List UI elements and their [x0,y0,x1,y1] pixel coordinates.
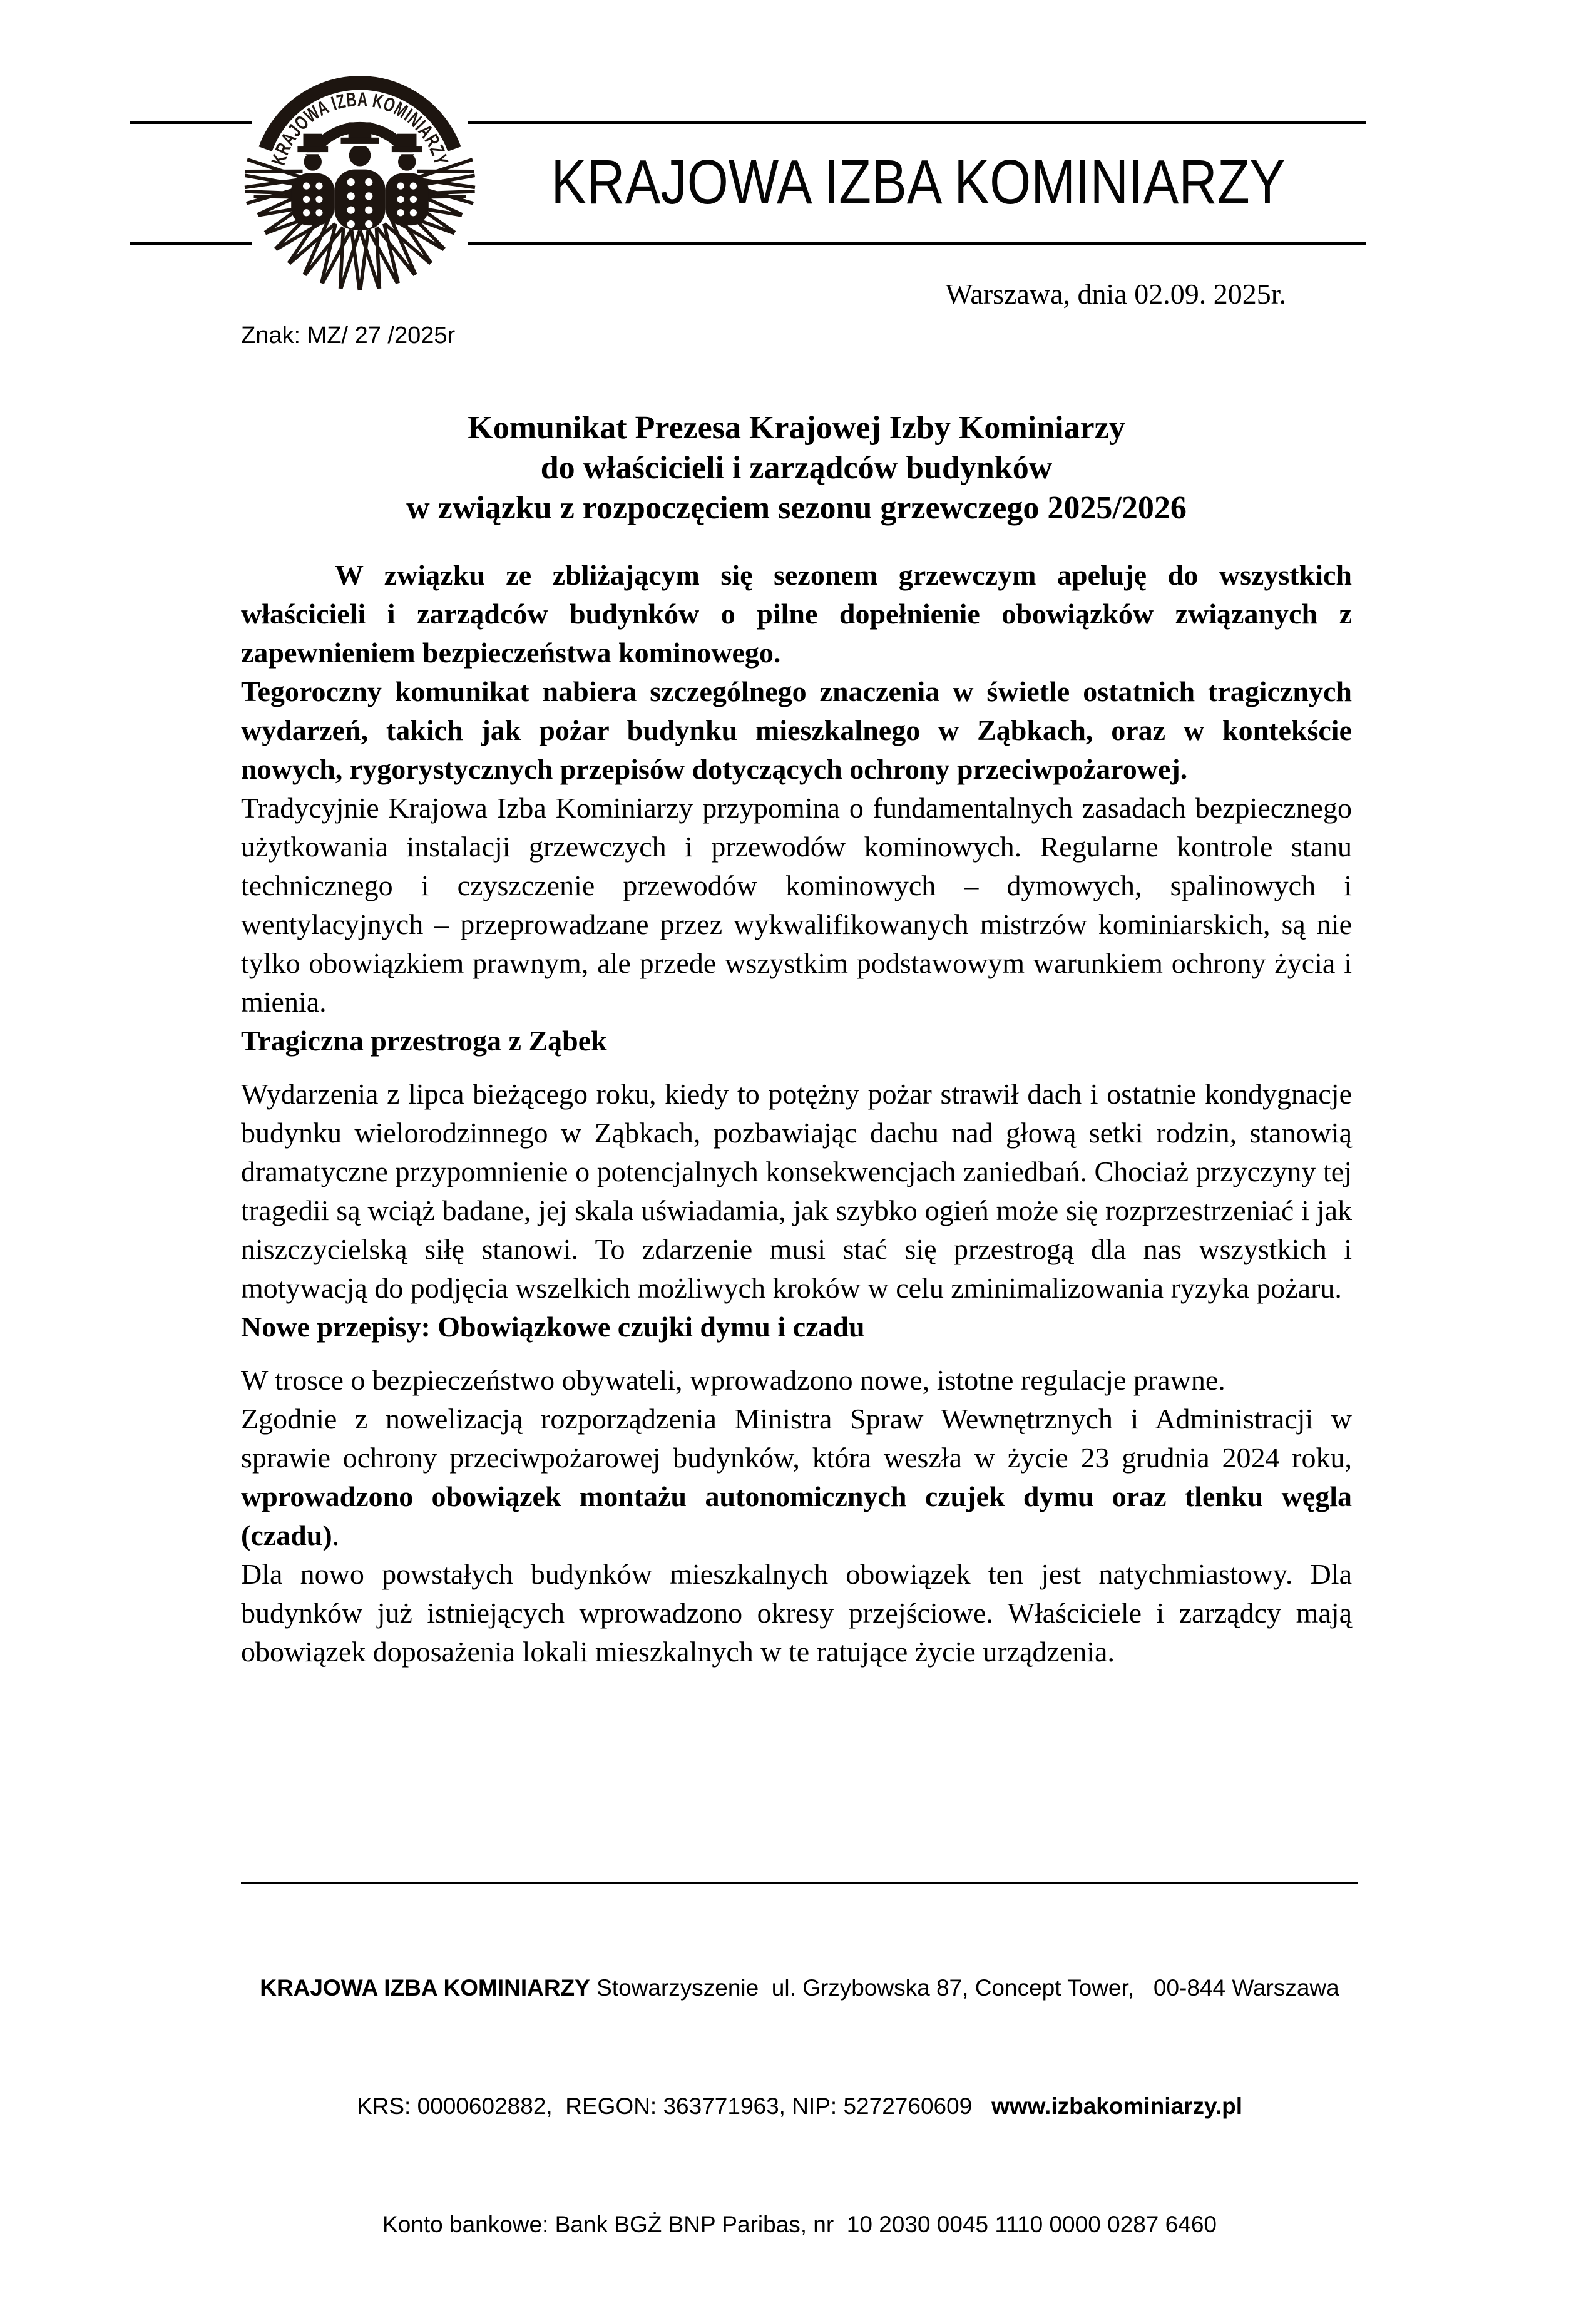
footer [241,1882,1358,2323]
organization-title-text: KRAJOWA IZBA KOMINIARZY [551,145,1285,219]
intro-paragraph-part2: Tegoroczny komunikat nabiera szczególnego znaczenia w świetle ostatnich tragicznych wydarzeń, takich jak pożar budynku mieszkalnego w Ząbkach, oraz w kontekście nowych, rygorystycznych przepisów dotyczących ochrony przeciwpożarowej. [241,675,1352,785]
section2-heading: Nowe przepisy: Obowiązkowe czujki dymu i czadu [241,1308,1352,1346]
intro-paragraph-part1: W związku ze zbliżającym się sezonem grzewczym apeluję do wszystkich właścicieli i zarządców budynków o pilne dopełnienie obowiązków związanych z zapewnieniem bezpieczeństwa kominowego. [241,559,1352,669]
document-title-line2: do właścicieli i zarządców budynków [241,448,1352,488]
section2-bold-requirement: wprowadzono obowiązek montażu autonomicznych czujek dymu oraz tlenku węgla (czadu) [241,1480,1352,1551]
footer-bank-line: Konto bankowe: Bank BGŻ BNP Paribas, nr 10 2030 0045 1110 0000 0287 6460 [241,2205,1358,2244]
header-rule-top-right [468,121,1366,124]
section1-paragraph: Wydarzenia z lipca bieżącego roku, kiedy to potężny pożar strawił dach i ostatnie kondygnacje budynku wielorodzinnego w Ząbkach, pozbawiając dachu nad głową setki rodzin, stanowią dramatyczne przypomnienie o potencjalnych konsekwencjach zaniedbań. Chociaż przyczyny tej tragedii są wciąż badane, jej skala uświadamia, jak szybko ogień może się rozprzestrzeniać i jak niszczycielską siłę stanowi. To zdarzenie musi stać się przestrogą dla nas wszystkich i motywacją do podjęcia wszelkich możliwych kroków w celu zminimalizowania ryzyka pożaru. [241,1075,1352,1308]
date-line: Warszawa, dnia 02.09. 2025r. [946,277,1286,312]
header-rule-bottom-right [468,242,1366,245]
header-rule-top-left [130,121,252,124]
section2-paragraph [241,1361,1352,1555]
footer-registry-line [241,2086,1358,2126]
organization-title [469,145,1366,219]
footer-website: www.izbakominiarzy.pl [991,2093,1242,2119]
footer-org-name: KRAJOWA IZBA KOMINIARZY [260,1975,590,2001]
document-title [241,408,1352,528]
footer-address-line [241,1968,1358,2008]
section2-sentence1: W trosce o bezpieczeństwo obywateli, wprowadzono nowe, istotne regulacje prawne. [241,1364,1225,1396]
tradition-paragraph: Tradycyjnie Krajowa Izba Kominiarzy przypomina o fundamentalnych zasadach bezpiecznego użytkowania instalacji grzewczych i przewodów kominowych. Regularne kontrole stanu technicznego i czyszczenie przewodów kominowych – dymowych, spalinowych i wentylacyjnych – przeprowadzane przez wykwalifikowanych mistrzów kominiarskich, są nie tylko obowiązkiem prawnym, ale przede wszystkim podstawowym warunkiem ochrony życia i mienia. [241,789,1352,1022]
reference-number: Znak: MZ/ 27 /2025r [241,321,455,351]
section2-sentence2: Zgodnie z nowelizacją rozporządzenia Ministra Spraw Wewnętrznych i Administracji w sprawie ochrony przeciwpożarowej budynków, która weszła w życie 23 grudnia 2024 roku, [241,1403,1352,1474]
document-title-line1: Komunikat Prezesa Krajowej Izby Kominiarzy [241,408,1352,448]
document-title-line3: w związku z rozpoczęciem sezonu grzewczego 2025/2026 [241,488,1352,528]
document-body [241,408,1352,1671]
section1-heading: Tragiczna przestroga z Ząbek [241,1022,1352,1060]
section2-sentence2-end: . [332,1519,340,1551]
emblem-arc-text: KRAJOWA IZBA KOMINIARZY [267,88,453,168]
footer-registry-numbers: KRS: 0000602882, REGON: 363771963, NIP: 5272760609 [357,2093,991,2119]
transition-periods-paragraph: Dla nowo powstałych budynków mieszkalnych obowiązek ten jest natychmiastowy. Dla budynków już istniejących wprowadzono okresy przejściowe. Właściciele i zarządcy mają obowiązek doposażenia lokali mieszkalnych w te ratujące życie urządzenia. [241,1555,1352,1671]
header-rule-bottom-left [130,242,252,245]
sweep-figures-icon [291,122,429,230]
intro-paragraph [241,556,1352,789]
footer-org-address: Stowarzyszenie ul. Grzybowska 87, Concept Tower, 00-844 Warszawa [590,1975,1339,2001]
chimney-sweeps-emblem-icon [245,69,474,298]
